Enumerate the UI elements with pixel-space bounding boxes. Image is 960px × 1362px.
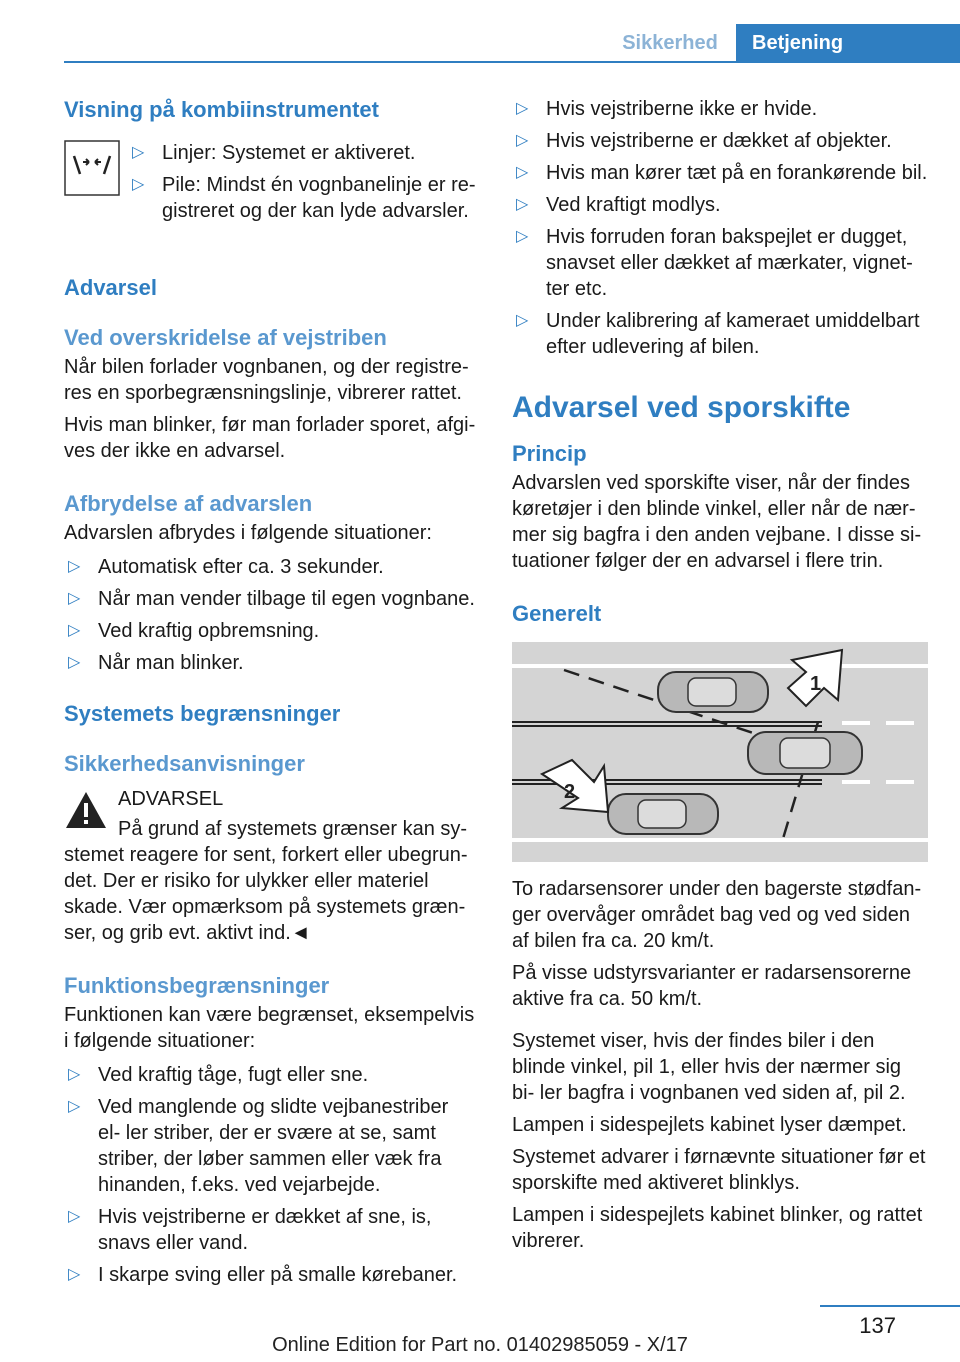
warning-label: ADVARSEL (118, 788, 224, 810)
list-item: ▷ Pile: Mindst én vognbanelinje er re‐ gistreret og der kan lyde advarsler. (128, 172, 476, 224)
lane-change-heading: Advarsel ved sporskifte (512, 391, 851, 424)
function-limits-list-continued (512, 96, 928, 360)
general-p4: Lampen i sidespejlets kabinet lyser dæmpet. (512, 1114, 907, 1136)
warning-text: På grund af systemets grænser kan sy‐ stemet reagere for sent, forkert eller ubegrun‐ det. Der er risiko for ulykker eller materiel skade. Vær opmærksom på systemets græn‐ ser, og grib evt. aktivt ind.◄ (64, 818, 468, 944)
lane-departure-p2: Hvis man blinker, før man forlader sporet, afgi‐ ves der ikke en advarsel. (64, 414, 476, 462)
list-item: ▷ Hvis man kører tæt på en forankørende bil. (512, 160, 928, 186)
tab-safety[interactable]: Sikkerhed (622, 32, 718, 54)
interrupt-list (64, 554, 476, 676)
list-item: ▷ Linjer: Systemet er aktiveret. (128, 140, 476, 166)
lane-departure-heading: Ved overskridelse af vejstriben (64, 325, 387, 350)
edition-line: Online Edition for Part no. 01402985059 - X/17 (272, 1334, 688, 1356)
list-item: ▷ Ved manglende og slidte vejbanestriber el‐ ler striber, der er svære at se, samt striber, der løber sammen eller væk fra hinanden, f.eks. ved vejarbejde. (64, 1094, 476, 1198)
list-item: ▷ Automatisk efter ca. 3 sekunder. (64, 554, 476, 580)
interrupt-intro: Advarslen afbrydes i følgende situationer: (64, 522, 432, 544)
arrow-1-label: 1 (810, 673, 822, 695)
list-item: ▷ Hvis vejstriberne er dækket af objekter. (512, 128, 928, 154)
list-item: ▷ I skarpe sving eller på smalle kørebaner. (64, 1262, 476, 1288)
general-p6: Lampen i sidespejlets kabinet blinker, og rattet vibrerer. (512, 1204, 923, 1252)
display-heading: Visning på kombiinstrumentet (64, 97, 379, 122)
general-p2: På visse udstyrsvarianter er radarsensorerne aktive fra ca. 50 km/t. (512, 962, 912, 1010)
general-p1: To radarsensorer under den bagerste stødfan‐ ger overvåger området bag ved og ved siden af bilen fra ca. 20 km/t. (512, 878, 922, 952)
list-item: ▷ Når man vender tilbage til egen vognbane. (64, 586, 476, 612)
lane-change-diagram (512, 642, 928, 862)
warning-heading: Advarsel (64, 275, 157, 300)
list-item: ▷ Under kalibrering af kameraet umiddelbart efter udlevering af bilen. (512, 308, 928, 360)
left-column (64, 96, 476, 1288)
general-p5: Systemet advarer i førnævnte situationer før et sporskifte med aktiveret blinklys. (512, 1146, 926, 1194)
principle-text: Advarslen ved sporskifte viser, når der findes køretøjer i den blinde vinkel, eller når de nær‐ mer sig bagfra i den anden vejbane. I disse si‐ tuationer følger der en advarsel i flere trin. (512, 472, 922, 572)
display-list (128, 140, 476, 224)
display-block (64, 140, 476, 232)
list-item: ▷ Når man blinker. (64, 650, 476, 676)
warning-triangle-icon (64, 790, 108, 830)
own-car (748, 732, 862, 774)
right-column (512, 96, 928, 1254)
car-bottom (608, 794, 718, 834)
tab-operation[interactable]: Betjening (736, 24, 960, 63)
list-item: ▷ Ved kraftigt modlys. (512, 192, 928, 218)
limits-heading: Systemets begrænsninger (64, 701, 341, 726)
function-limits-heading: Funktionsbegrænsninger (64, 973, 330, 998)
interrupt-heading: Afbrydelse af advarslen (64, 491, 313, 516)
function-limits-intro: Funktionen kan være begrænset, eksempelvis i følgende situationer: (64, 1004, 475, 1052)
list-item: ▷ Ved kraftig tåge, fugt eller sne. (64, 1062, 476, 1088)
list-item: ▷ Hvis forruden foran bakspejlet er dugget, snavset eller dækket af mærkater, vignet‐ ter etc. (512, 224, 928, 302)
list-item: ▷ Ved kraftig opbremsning. (64, 618, 476, 644)
header-rule (64, 61, 960, 63)
principle-heading: Princip (512, 441, 587, 466)
general-heading: Generelt (512, 601, 602, 626)
list-item: ▷ Hvis vejstriberne er dækket af sne, is, snavs eller vand. (64, 1204, 476, 1256)
warning-block (64, 786, 476, 946)
general-p3: Systemet viser, hvis der findes biler i den blinde vinkel, pil 1, eller hvis der nærmer sig bi‐ ler bagfra i vognbanen ved siden af, pil 2. (512, 1030, 906, 1104)
lane-departure-p1: Når bilen forlader vognbanen, og der registre‐ res en sporbegrænsningslinje, vibrerer rattet. (64, 356, 469, 404)
footer-rule (820, 1305, 960, 1307)
page-number: 137 (859, 1313, 896, 1338)
page-header (0, 0, 960, 64)
list-item: ▷ Hvis vejstriberne ikke er hvide. (512, 96, 928, 122)
lane-display-icon (64, 140, 120, 196)
car-top (658, 672, 768, 712)
arrow-2-label: 2 (564, 781, 576, 803)
safety-heading: Sikkerhedsanvisninger (64, 751, 305, 776)
function-limits-list (64, 1062, 476, 1288)
